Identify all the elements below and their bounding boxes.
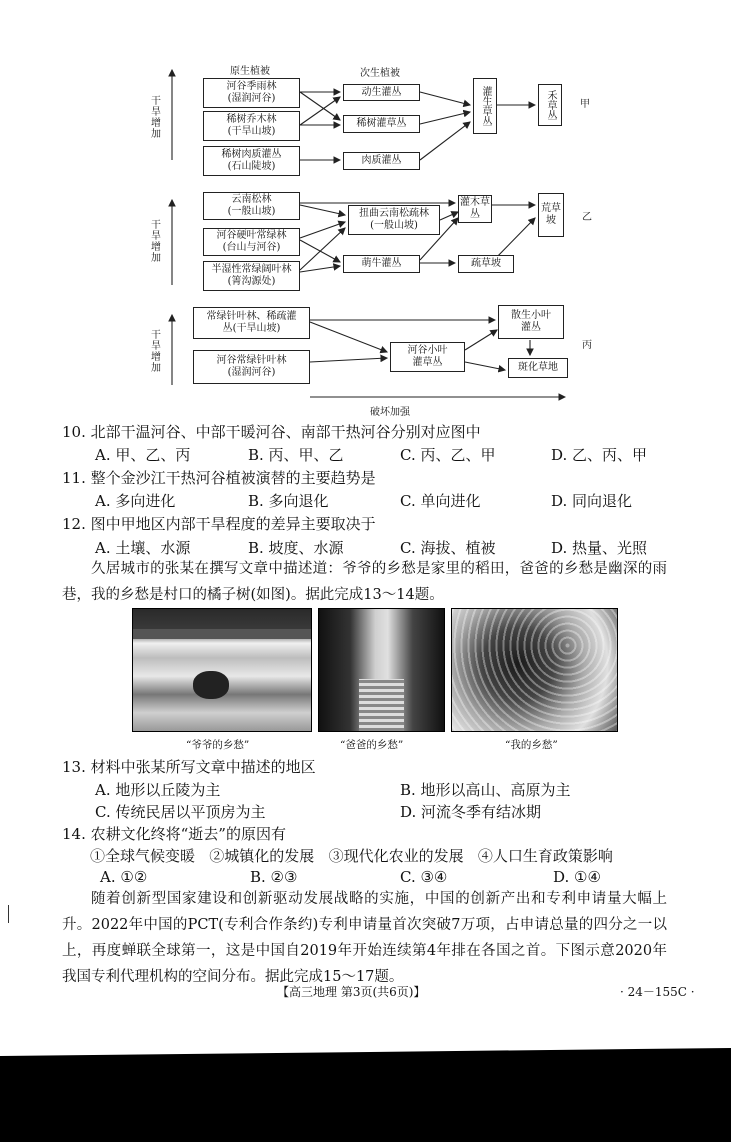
side-label-group2: 干旱增加	[151, 220, 161, 264]
scan-shadow	[0, 1048, 731, 1142]
q11-option-d: D. 同向退化	[551, 492, 633, 510]
g2-secondary-1: 扭曲云南松疏林 (一般山坡)	[348, 205, 440, 235]
q10-option-b: B. 丙、甲、乙	[248, 446, 344, 464]
photo-rice-field	[132, 608, 312, 732]
question-14-stem: 14. 农耕文化终将“逝去”的原因有	[62, 825, 286, 843]
g2-original-1: 云南松林 (一般山坡)	[203, 192, 300, 220]
q12-option-d: D. 热量、光照	[551, 539, 648, 557]
q14-items: ①全球气候变暖 ②城镇化的发展 ③现代化农业的发展 ④人口生育政策影响	[90, 847, 613, 865]
g1-secondary-1: 动生灌丛	[343, 84, 420, 101]
q13-option-b: B. 地形以高山、高原为主	[400, 781, 571, 799]
q14-option-c: C. ③④	[400, 868, 448, 886]
region-label-yi: 乙	[582, 212, 592, 223]
photo-orange-tree	[451, 608, 618, 732]
q13-option-a: A. 地形以丘陵为主	[95, 781, 221, 799]
q12-option-a: A. 土壤、水源	[95, 539, 191, 557]
side-label-group3: 干旱增加	[151, 330, 161, 374]
q11-option-c: C. 单向进化	[400, 492, 481, 510]
region-label-bing: 丙	[582, 340, 592, 351]
q13-option-d: D. 河流冬季有结冰期	[400, 803, 542, 821]
g2-original-3: 半湿性常绿阔叶林 (箐沟源处)	[203, 261, 300, 291]
page-footer-title: 【高三地理 第3页(共6页)】	[277, 985, 426, 999]
side-label-group1: 干旱增加	[151, 96, 161, 140]
g1-mid: 灌生草丛	[473, 78, 497, 134]
caption-dad: “爸爸的乡愁”	[340, 739, 404, 751]
q14-option-b: B. ②③	[250, 868, 298, 886]
q14-option-d: D. ①④	[553, 868, 601, 886]
caption-me: “我的乡愁”	[505, 739, 558, 751]
g2-secondary-2: 萌牛灌丛	[343, 255, 420, 273]
g1-secondary-2: 稀树灌草丛	[343, 115, 420, 133]
caption-grandpa: “爷爷的乡愁”	[186, 739, 250, 751]
q10-option-d: D. 乙、丙、甲	[551, 446, 648, 464]
g1-original-2: 稀树乔木林 (干旱山坡)	[203, 111, 300, 141]
g2-mid2: 疏草坡	[458, 255, 514, 273]
photo-rain-alley	[318, 608, 445, 732]
q13-option-c: C. 传统民居以平顶房为主	[95, 803, 266, 821]
g1-secondary-3: 肉质灌丛	[343, 152, 420, 170]
question-10-stem: 10. 北部干温河谷、中部干暖河谷、南部干热河谷分别对应图中	[62, 423, 481, 441]
question-11-stem: 11. 整个金沙江干热河谷植被演替的主要趋势是	[62, 469, 376, 487]
header-secondary-vegetation: 次生植被	[360, 68, 400, 79]
region-label-jia: 甲	[580, 99, 590, 110]
margin-mark	[8, 905, 9, 923]
g1-original-1: 河谷季雨林 (湿润河谷)	[203, 78, 300, 108]
g3-original-2: 河谷常绿针叶林 (湿润河谷)	[193, 350, 310, 384]
page-footer-code: · 24－155C ·	[620, 985, 695, 999]
question-13-stem: 13. 材料中张某所写文章中描述的地区	[62, 758, 316, 776]
g2-mid: 灌木草丛	[458, 195, 492, 223]
q10-option-a: A. 甲、乙、丙	[95, 446, 191, 464]
q11-option-b: B. 多向退化	[248, 492, 329, 510]
g1-original-3: 稀树肉质灌丛 (石山陡坡)	[203, 146, 300, 176]
q12-option-c: C. 海拔、植被	[400, 539, 496, 557]
g3-mid: 散生小叶 灌丛	[498, 305, 564, 339]
passage-nostalgia: 久居城市的张某在撰写文章中描述道：爷爷的乡愁是家里的稻田，爸爸的乡愁是幽深的雨巷，我的乡愁是村口的橘子树(如图)。据此完成13～14题。	[62, 561, 667, 603]
q11-option-a: A. 多向进化	[95, 492, 176, 510]
g3-final: 斑化草地	[508, 358, 568, 378]
g1-final: 禾草丛	[538, 84, 562, 126]
q10-option-c: C. 丙、乙、甲	[400, 446, 496, 464]
g2-original-2: 河谷硬叶常绿林 (台山与河谷)	[203, 228, 300, 256]
passage-patents: 随着创新型国家建设和创新驱动发展战略的实施，中国的创新产出和专利申请量大幅上升。2022年中国的PCT(专利合作条约)专利申请量首次突破7万项，占申请总量的四分之一以上，再度蝉联全球第一，这是中国自2019年开始连续第4年排在各国之首。下图示意2020年我国专利代理机构的空间分布。据此完成15～17题。	[62, 891, 667, 985]
g3-original-1: 常绿针叶林、稀疏灌 丛(干旱山坡)	[193, 307, 310, 339]
question-12-stem: 12. 图中甲地区内部干旱程度的差异主要取决于	[62, 515, 376, 533]
g3-secondary-1: 河谷小叶 灌草丛	[390, 342, 465, 372]
header-original-vegetation: 原生植被	[230, 66, 270, 77]
g2-final: 荒草坡	[538, 193, 564, 237]
axis-label-damage: 破坏加强	[370, 407, 410, 418]
q14-option-a: A. ①②	[100, 868, 148, 886]
q12-option-b: B. 坡度、水源	[248, 539, 344, 557]
